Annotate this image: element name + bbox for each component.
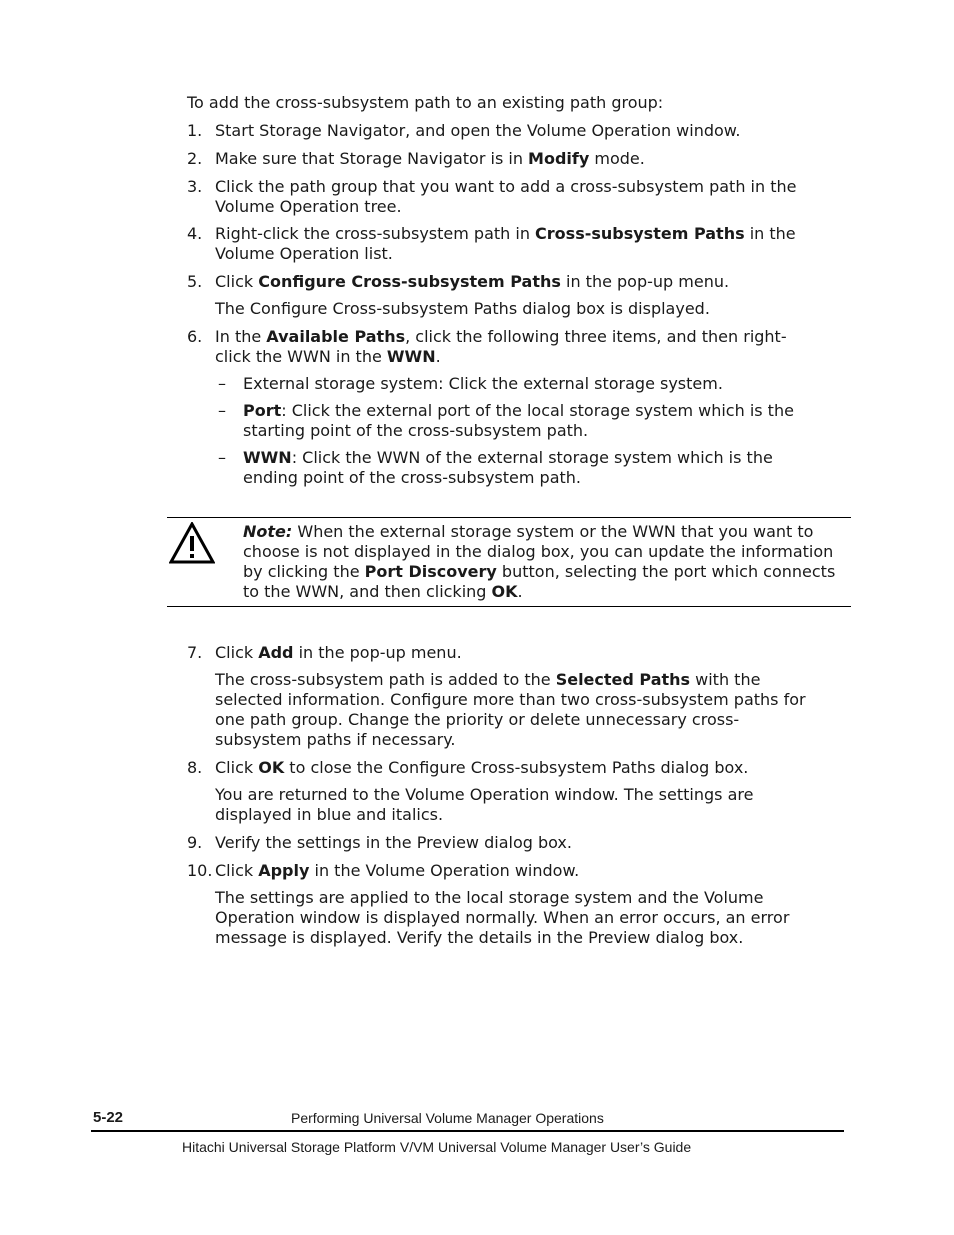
sub-item-text: WWN: Click the WWN of the external storage system which is the	[243, 448, 773, 467]
step-4-text: Volume Operation list.	[215, 244, 393, 263]
step-number: 7.	[187, 643, 203, 662]
step-3-text: Volume Operation tree.	[215, 197, 402, 216]
step-6-text: click the WWN in the WWN.	[215, 347, 441, 366]
step-number: 3.	[187, 177, 203, 196]
step-5-text: Click Configure Cross-subsystem Paths in the pop-up menu.	[215, 272, 730, 291]
note-text: to the WWN, and then clicking OK.	[243, 582, 523, 601]
dash-bullet: –	[218, 448, 226, 467]
step-number: 10.	[187, 861, 213, 880]
warning-icon	[169, 522, 215, 564]
note-bottom-rule	[167, 606, 851, 607]
step-1-text: Start Storage Navigator, and open the Volume Operation window.	[215, 121, 741, 140]
step-10-result: Operation window is displayed normally. When an error occurs, an error	[215, 908, 790, 927]
step-8-text: Click OK to close the Configure Cross-subsystem Paths dialog box.	[215, 758, 749, 777]
note-text: by clicking the Port Discovery button, selecting the port which connects	[243, 562, 836, 581]
footer-rule	[91, 1130, 844, 1132]
sub-item-text: starting point of the cross-subsystem path.	[243, 421, 589, 440]
note-text: Note: When the external storage system or the WWN that you want to	[243, 522, 814, 541]
note-top-rule	[167, 517, 851, 518]
chapter-title: Performing Universal Volume Manager Operations	[291, 1110, 604, 1126]
step-7-result: one path group. Change the priority or delete unnecessary cross-	[215, 710, 740, 729]
dash-bullet: –	[218, 374, 226, 393]
page-number: 5-22	[93, 1109, 124, 1126]
step-2-text: Make sure that Storage Navigator is in Modify mode.	[215, 149, 645, 168]
step-7-result: The cross-subsystem path is added to the Selected Paths with the	[215, 670, 761, 689]
sub-item-text: Port: Click the external port of the local storage system which is the	[243, 401, 794, 420]
step-8-result: You are returned to the Volume Operation window. The settings are	[215, 785, 754, 804]
sub-item-text: ending point of the cross-subsystem path.	[243, 468, 581, 487]
note-text: choose is not displayed in the dialog box, you can update the information	[243, 542, 834, 561]
step-6-text: In the Available Paths, click the following three items, and then right-	[215, 327, 787, 346]
step-7-text: Click Add in the pop-up menu.	[215, 643, 462, 662]
dash-bullet: –	[218, 401, 226, 420]
step-7-result: selected information. Configure more than two cross-subsystem paths for	[215, 690, 806, 709]
step-number: 2.	[187, 149, 203, 168]
intro-text: To add the cross-subsystem path to an existing path group:	[187, 93, 664, 112]
book-title: Hitachi Universal Storage Platform V/VM Universal Volume Manager User’s Guide	[182, 1139, 692, 1155]
sub-item-text: External storage system: Click the external storage system.	[243, 374, 723, 393]
step-10-text: Click Apply in the Volume Operation window.	[215, 861, 580, 880]
step-7-result: subsystem paths if necessary.	[215, 730, 456, 749]
step-number: 6.	[187, 327, 203, 346]
step-number: 9.	[187, 833, 203, 852]
step-10-result: message is displayed. Verify the details in the Preview dialog box.	[215, 928, 744, 947]
step-3-text: Click the path group that you want to add a cross-subsystem path in the	[215, 177, 797, 196]
step-number: 5.	[187, 272, 203, 291]
step-number: 8.	[187, 758, 203, 777]
step-9-text: Verify the settings in the Preview dialog box.	[215, 833, 572, 852]
step-number: 1.	[187, 121, 203, 140]
step-number: 4.	[187, 224, 203, 243]
step-5-result: The Configure Cross-subsystem Paths dialog box is displayed.	[215, 299, 710, 318]
step-10-result: The settings are applied to the local storage system and the Volume	[215, 888, 764, 907]
step-8-result: displayed in blue and italics.	[215, 805, 444, 824]
step-4-text: Right-click the cross-subsystem path in Cross-subsystem Paths in the	[215, 224, 796, 243]
